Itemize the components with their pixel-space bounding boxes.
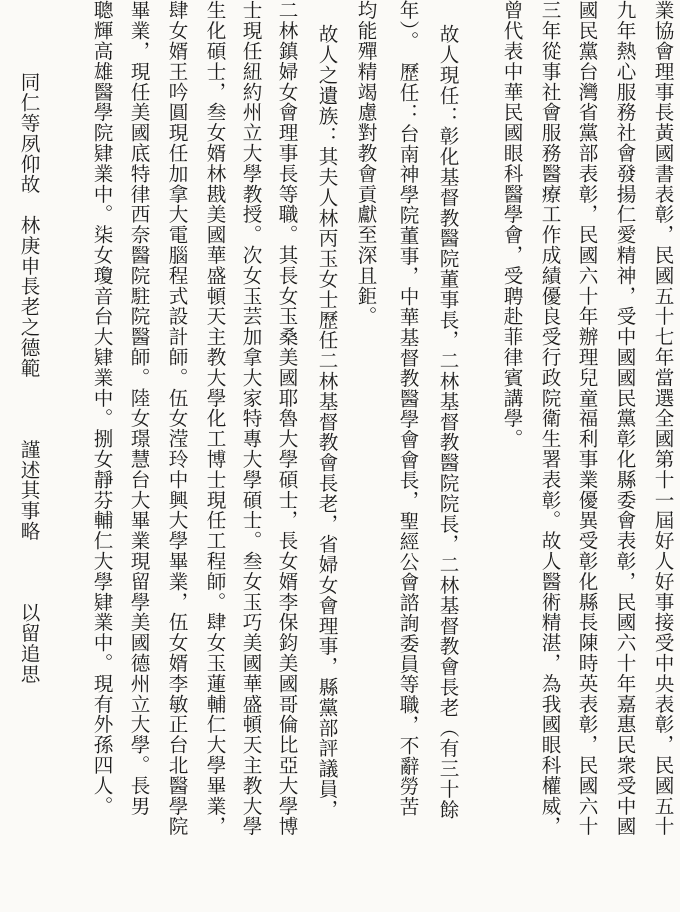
text-column-12: 生化碩士，叁女婿林戡美國華盛頓天主教大學化工博士現任工程師。肆女玉蓮輔仁大學畢業， [203, 0, 226, 837]
text-column-1: 業協會理事長黃國書表彰，民國五十七年當選全國第十一屆好人好事接受中央表彰，民國五十 [651, 0, 674, 837]
text-column-9: 故人之遺族：其夫人林丙玉女士歷任二林基督教會長老，省婦女會理事，縣黨部評議員， [315, 24, 338, 820]
text-column-3: 國民黨台灣省黨部表彰，民國六十年辦理兒童福利事業優異受彰化縣長陳時英表彰，民國六十 [575, 0, 598, 837]
text-column-5: 曾代表中華民國眼科醫學會，受聘赴菲律賓講學。 [500, 0, 523, 449]
text-column-10: 二林鎮婦女會理事長等職。其長女玉桑美國耶魯大學碩士，長女婿李保鈞美國哥倫比亞大學博 [275, 0, 298, 837]
text-column-14: 畢業，現任美國底特律西奈醫院駐院醫師。陸女璟慧台大畢業現留學美國德州立大學。長男 [127, 0, 150, 816]
text-column-6: 故人現任：彰化基督教醫院董事長，二林基督教醫院院長，二林基督教會長老（有三十餘 [436, 24, 459, 820]
closing-column: 同仁等夙仰故 林庚申長老之德範 謹述其事略 以留追思 [17, 72, 40, 684]
text-column-8: 均能殫精竭慮對教會貢獻至深且鉅。 [354, 0, 377, 327]
text-column-13: 肆女婿王吟圓現任加拿大電腦程式設計師。伍女滢玲中興大學畢業，伍女婿李敏正台北醫學院 [165, 0, 188, 837]
text-column-7: 年）。 歷任：台南神學院董事，中華基督教醫學會會長，聖經公會諮詢委員等職，不辭勞苦 [396, 0, 419, 817]
text-column-4: 三年從事社會服務醫療工作成績優良受行政院衛生署表彰。故人醫術精湛，為我國眼科權威， [538, 0, 561, 837]
text-column-11: 士現任紐約州立大學教授。次女玉芸加拿大家特專大學碩士。叁女玉巧美國華盛頓天主教大學 [239, 0, 262, 837]
text-column-15: 聰輝高雄醫學院肄業中。柒女瓊音台大肄業中。捌女靜芬輔仁大學肄業中。現有外孫四人。 [90, 0, 113, 816]
text-column-2: 九年熱心服務社會發揚仁愛精神，受中國國民黨彰化縣委會表彰，民國六十年嘉惠民衆受中國 [613, 0, 636, 837]
